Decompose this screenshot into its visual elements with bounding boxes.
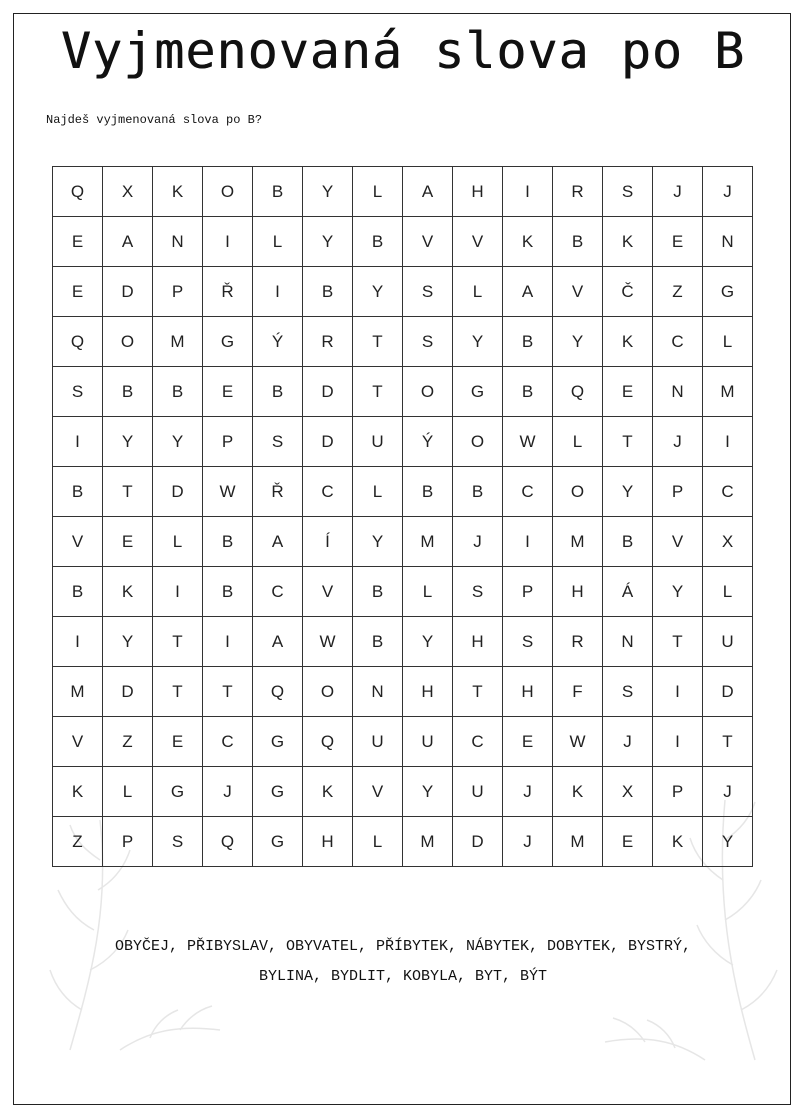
grid-cell[interactable]: T	[603, 417, 653, 467]
grid-cell[interactable]: Q	[553, 367, 603, 417]
grid-cell[interactable]: I	[53, 417, 103, 467]
grid-cell[interactable]: L	[253, 217, 303, 267]
grid-cell[interactable]: Y	[303, 217, 353, 267]
grid-cell[interactable]: C	[253, 567, 303, 617]
grid-cell[interactable]: N	[353, 667, 403, 717]
grid-cell[interactable]: V	[403, 217, 453, 267]
grid-cell[interactable]: R	[303, 317, 353, 367]
grid-cell[interactable]: K	[103, 567, 153, 617]
grid-cell[interactable]: J	[203, 767, 253, 817]
grid-cell[interactable]: N	[703, 217, 753, 267]
grid-cell[interactable]: T	[103, 467, 153, 517]
grid-cell[interactable]: E	[153, 717, 203, 767]
grid-row	[53, 817, 753, 867]
grid-cell[interactable]: D	[303, 417, 353, 467]
grid-row	[53, 167, 753, 217]
grid-cell[interactable]: K	[603, 317, 653, 367]
grid-cell[interactable]: T	[703, 717, 753, 767]
grid-cell[interactable]: C	[503, 467, 553, 517]
grid-cell[interactable]: Y	[403, 767, 453, 817]
grid-cell[interactable]: T	[203, 667, 253, 717]
grid-cell[interactable]: Q	[53, 317, 103, 367]
grid-cell[interactable]: B	[203, 567, 253, 617]
grid-cell[interactable]: D	[153, 467, 203, 517]
grid-cell[interactable]: O	[303, 667, 353, 717]
grid-cell[interactable]: T	[353, 367, 403, 417]
grid-cell[interactable]: B	[503, 317, 553, 367]
grid-cell[interactable]: V	[553, 267, 603, 317]
grid-cell[interactable]: M	[53, 667, 103, 717]
grid-cell[interactable]: Á	[603, 567, 653, 617]
grid-row	[53, 467, 753, 517]
grid-cell[interactable]: Í	[303, 517, 353, 567]
grid-cell[interactable]: B	[103, 367, 153, 417]
grid-cell[interactable]: T	[453, 667, 503, 717]
grid-cell[interactable]: R	[553, 617, 603, 667]
grid-cell[interactable]: L	[703, 317, 753, 367]
grid-cell[interactable]: I	[653, 667, 703, 717]
grid-cell[interactable]: K	[303, 767, 353, 817]
grid-cell[interactable]: D	[703, 667, 753, 717]
grid-cell[interactable]: V	[453, 217, 503, 267]
grid-cell[interactable]: T	[353, 317, 403, 367]
grid-cell[interactable]: V	[653, 517, 703, 567]
grid-row	[53, 417, 753, 467]
grid-cell[interactable]: U	[353, 717, 403, 767]
grid-cell[interactable]: B	[403, 467, 453, 517]
grid-cell[interactable]: N	[603, 617, 653, 667]
grid-cell[interactable]: A	[403, 167, 453, 217]
grid-cell[interactable]: S	[53, 367, 103, 417]
grid-cell[interactable]: T	[153, 667, 203, 717]
grid-cell[interactable]: G	[153, 767, 203, 817]
grid-cell[interactable]: H	[403, 667, 453, 717]
grid-cell[interactable]: B	[153, 367, 203, 417]
grid-cell[interactable]: Y	[303, 167, 353, 217]
grid-cell[interactable]: O	[403, 367, 453, 417]
grid-cell[interactable]: P	[653, 467, 703, 517]
grid-cell[interactable]: S	[403, 317, 453, 367]
grid-cell[interactable]: O	[453, 417, 503, 467]
grid-cell[interactable]: L	[453, 267, 503, 317]
grid-cell[interactable]: X	[703, 517, 753, 567]
grid-cell[interactable]: V	[353, 767, 403, 817]
grid-cell[interactable]: L	[153, 517, 203, 567]
grid-cell[interactable]: Y	[353, 267, 403, 317]
grid-cell[interactable]: K	[603, 217, 653, 267]
grid-cell[interactable]: U	[453, 767, 503, 817]
grid-cell[interactable]: X	[103, 167, 153, 217]
grid-cell[interactable]: D	[103, 667, 153, 717]
grid-cell[interactable]: B	[353, 567, 403, 617]
grid-cell[interactable]: K	[53, 767, 103, 817]
word-list-line: BYLINA, BYDLIT, KOBYLA, BYT, BÝT	[258, 968, 548, 985]
grid-cell[interactable]: I	[203, 617, 253, 667]
grid-cell[interactable]: P	[103, 817, 153, 867]
grid-cell[interactable]: F	[553, 667, 603, 717]
grid-cell[interactable]: E	[103, 517, 153, 567]
grid-cell[interactable]: D	[303, 367, 353, 417]
grid-row	[53, 267, 753, 317]
grid-cell[interactable]: Ř	[253, 467, 303, 517]
grid-cell[interactable]: B	[503, 367, 553, 417]
grid-cell[interactable]: M	[403, 817, 453, 867]
grid-cell[interactable]: I	[253, 267, 303, 317]
grid-cell[interactable]: B	[53, 567, 103, 617]
word-search-grid	[52, 166, 753, 867]
grid-cell[interactable]: J	[603, 717, 653, 767]
grid-cell[interactable]: U	[353, 417, 403, 467]
grid-cell[interactable]: B	[353, 617, 403, 667]
grid-cell[interactable]: S	[153, 817, 203, 867]
grid-cell[interactable]: Y	[453, 317, 503, 367]
grid-cell[interactable]: G	[253, 717, 303, 767]
grid-cell[interactable]: H	[453, 617, 503, 667]
grid-cell[interactable]: Y	[103, 417, 153, 467]
grid-cell[interactable]: P	[503, 567, 553, 617]
grid-cell[interactable]: B	[53, 467, 103, 517]
grid-cell[interactable]: E	[503, 717, 553, 767]
grid-cell[interactable]: W	[553, 717, 603, 767]
grid-cell[interactable]: B	[303, 267, 353, 317]
grid-cell[interactable]: B	[353, 217, 403, 267]
grid-cell[interactable]: H	[503, 667, 553, 717]
grid-cell[interactable]: L	[703, 567, 753, 617]
grid-cell[interactable]: P	[653, 767, 703, 817]
grid-cell[interactable]: Q	[253, 667, 303, 717]
grid-cell[interactable]: W	[503, 417, 553, 467]
grid-row	[53, 617, 753, 667]
grid-cell[interactable]: H	[453, 167, 503, 217]
grid-cell[interactable]: I	[703, 417, 753, 467]
grid-cell[interactable]: V	[303, 567, 353, 617]
grid-cell[interactable]: A	[253, 517, 303, 567]
word-list-line: OBYČEJ, PŘIBYSLAV, OBYVATEL, PŘÍBYTEK, NÁBYTEK, DOBYTEK, BYSTRÝ,	[114, 938, 692, 955]
grid-cell[interactable]: C	[303, 467, 353, 517]
grid-row	[53, 367, 753, 417]
grid-cell[interactable]: J	[653, 167, 703, 217]
grid-cell[interactable]: B	[253, 367, 303, 417]
grid-cell[interactable]: C	[703, 467, 753, 517]
page-title: Vyjmenovaná slova po B	[60, 22, 746, 80]
grid-cell[interactable]: N	[653, 367, 703, 417]
grid-cell[interactable]: B	[553, 217, 603, 267]
grid-cell[interactable]: L	[103, 767, 153, 817]
grid-cell[interactable]: B	[603, 517, 653, 567]
grid-cell[interactable]: Y	[703, 817, 753, 867]
grid-row	[53, 217, 753, 267]
grid-cell[interactable]: Y	[153, 417, 203, 467]
grid-cell[interactable]: E	[653, 217, 703, 267]
grid-cell[interactable]: Y	[603, 467, 653, 517]
grid-cell[interactable]: W	[203, 467, 253, 517]
grid-cell[interactable]: I	[653, 717, 703, 767]
grid-cell[interactable]: V	[53, 517, 103, 567]
grid-cell[interactable]: U	[703, 617, 753, 667]
grid-cell[interactable]: G	[453, 367, 503, 417]
grid-cell[interactable]: W	[303, 617, 353, 667]
grid-cell[interactable]: Q	[53, 167, 103, 217]
grid-cell[interactable]: L	[353, 817, 403, 867]
grid-cell[interactable]: A	[253, 617, 303, 667]
grid-cell[interactable]: J	[503, 817, 553, 867]
grid-cell[interactable]: K	[553, 767, 603, 817]
grid-cell[interactable]: A	[103, 217, 153, 267]
grid-cell[interactable]: R	[553, 167, 603, 217]
grid-cell[interactable]: I	[53, 617, 103, 667]
instruction-text: Najdeš vyjmenovaná slova po B?	[46, 113, 263, 127]
grid-cell[interactable]: G	[253, 817, 303, 867]
grid-cell[interactable]: Ý	[403, 417, 453, 467]
grid-cell[interactable]: Q	[203, 817, 253, 867]
grid-cell[interactable]: J	[703, 767, 753, 817]
grid-cell[interactable]: E	[53, 217, 103, 267]
grid-cell[interactable]: Z	[53, 817, 103, 867]
grid-row	[53, 667, 753, 717]
grid-cell[interactable]: G	[703, 267, 753, 317]
grid-cell[interactable]: B	[453, 467, 503, 517]
grid-cell[interactable]: I	[503, 167, 553, 217]
grid-cell[interactable]: M	[553, 517, 603, 567]
grid-cell[interactable]: Ý	[253, 317, 303, 367]
grid-cell[interactable]: X	[603, 767, 653, 817]
grid-cell[interactable]: P	[153, 267, 203, 317]
grid-cell[interactable]: Y	[353, 517, 403, 567]
grid-cell[interactable]: M	[553, 817, 603, 867]
grid-cell[interactable]: E	[603, 817, 653, 867]
grid-row	[53, 317, 753, 367]
grid-row	[53, 717, 753, 767]
grid-cell[interactable]: P	[203, 417, 253, 467]
grid-cell[interactable]: C	[453, 717, 503, 767]
grid-cell[interactable]: J	[703, 167, 753, 217]
grid-cell[interactable]: S	[603, 167, 653, 217]
grid-cell[interactable]: Q	[303, 717, 353, 767]
grid-cell[interactable]: Y	[653, 567, 703, 617]
grid-cell[interactable]: L	[553, 417, 603, 467]
grid-cell[interactable]: J	[453, 517, 503, 567]
grid-cell[interactable]: I	[203, 217, 253, 267]
grid-cell[interactable]: I	[153, 567, 203, 617]
grid-cell[interactable]: B	[253, 167, 303, 217]
grid-cell[interactable]: O	[203, 167, 253, 217]
grid-cell[interactable]: D	[453, 817, 503, 867]
grid-row	[53, 517, 753, 567]
grid-cell[interactable]: G	[203, 317, 253, 367]
grid-cell[interactable]: O	[103, 317, 153, 367]
grid-cell[interactable]: V	[53, 717, 103, 767]
grid-cell[interactable]: L	[403, 567, 453, 617]
grid-cell[interactable]: C	[653, 317, 703, 367]
grid-cell[interactable]: U	[403, 717, 453, 767]
grid-cell[interactable]: M	[703, 367, 753, 417]
grid-cell[interactable]: G	[253, 767, 303, 817]
grid-cell[interactable]: Y	[553, 317, 603, 367]
grid-cell[interactable]: I	[503, 517, 553, 567]
grid-cell[interactable]: K	[153, 167, 203, 217]
grid-cell[interactable]: S	[403, 267, 453, 317]
grid-cell[interactable]: E	[203, 367, 253, 417]
grid-cell[interactable]: D	[103, 267, 153, 317]
grid-cell[interactable]: T	[153, 617, 203, 667]
grid-row	[53, 767, 753, 817]
grid-cell[interactable]: K	[653, 817, 703, 867]
grid-cell[interactable]: C	[203, 717, 253, 767]
grid-cell[interactable]: N	[153, 217, 203, 267]
grid-cell[interactable]: O	[553, 467, 603, 517]
grid-cell[interactable]: K	[503, 217, 553, 267]
grid-cell[interactable]: H	[553, 567, 603, 617]
grid-cell[interactable]: E	[53, 267, 103, 317]
word-list	[60, 932, 746, 992]
grid-cell[interactable]: A	[503, 267, 553, 317]
grid-cell[interactable]: T	[653, 617, 703, 667]
grid-cell[interactable]: H	[303, 817, 353, 867]
grid-cell[interactable]: L	[353, 467, 403, 517]
grid-cell[interactable]: Z	[103, 717, 153, 767]
grid-cell[interactable]: S	[603, 667, 653, 717]
grid-cell[interactable]: M	[153, 317, 203, 367]
grid-cell[interactable]: Z	[653, 267, 703, 317]
grid-cell[interactable]: J	[653, 417, 703, 467]
grid-cell[interactable]: E	[603, 367, 653, 417]
grid-cell[interactable]: Ř	[203, 267, 253, 317]
grid-cell[interactable]: Č	[603, 267, 653, 317]
grid-cell[interactable]: J	[503, 767, 553, 817]
grid-cell[interactable]: L	[353, 167, 403, 217]
grid-cell[interactable]: B	[203, 517, 253, 567]
grid-cell[interactable]: Y	[103, 617, 153, 667]
grid-cell[interactable]: S	[253, 417, 303, 467]
grid-row	[53, 567, 753, 617]
grid-cell[interactable]: Y	[403, 617, 453, 667]
grid-cell[interactable]: S	[503, 617, 553, 667]
grid-cell[interactable]: M	[403, 517, 453, 567]
grid-cell[interactable]: S	[453, 567, 503, 617]
